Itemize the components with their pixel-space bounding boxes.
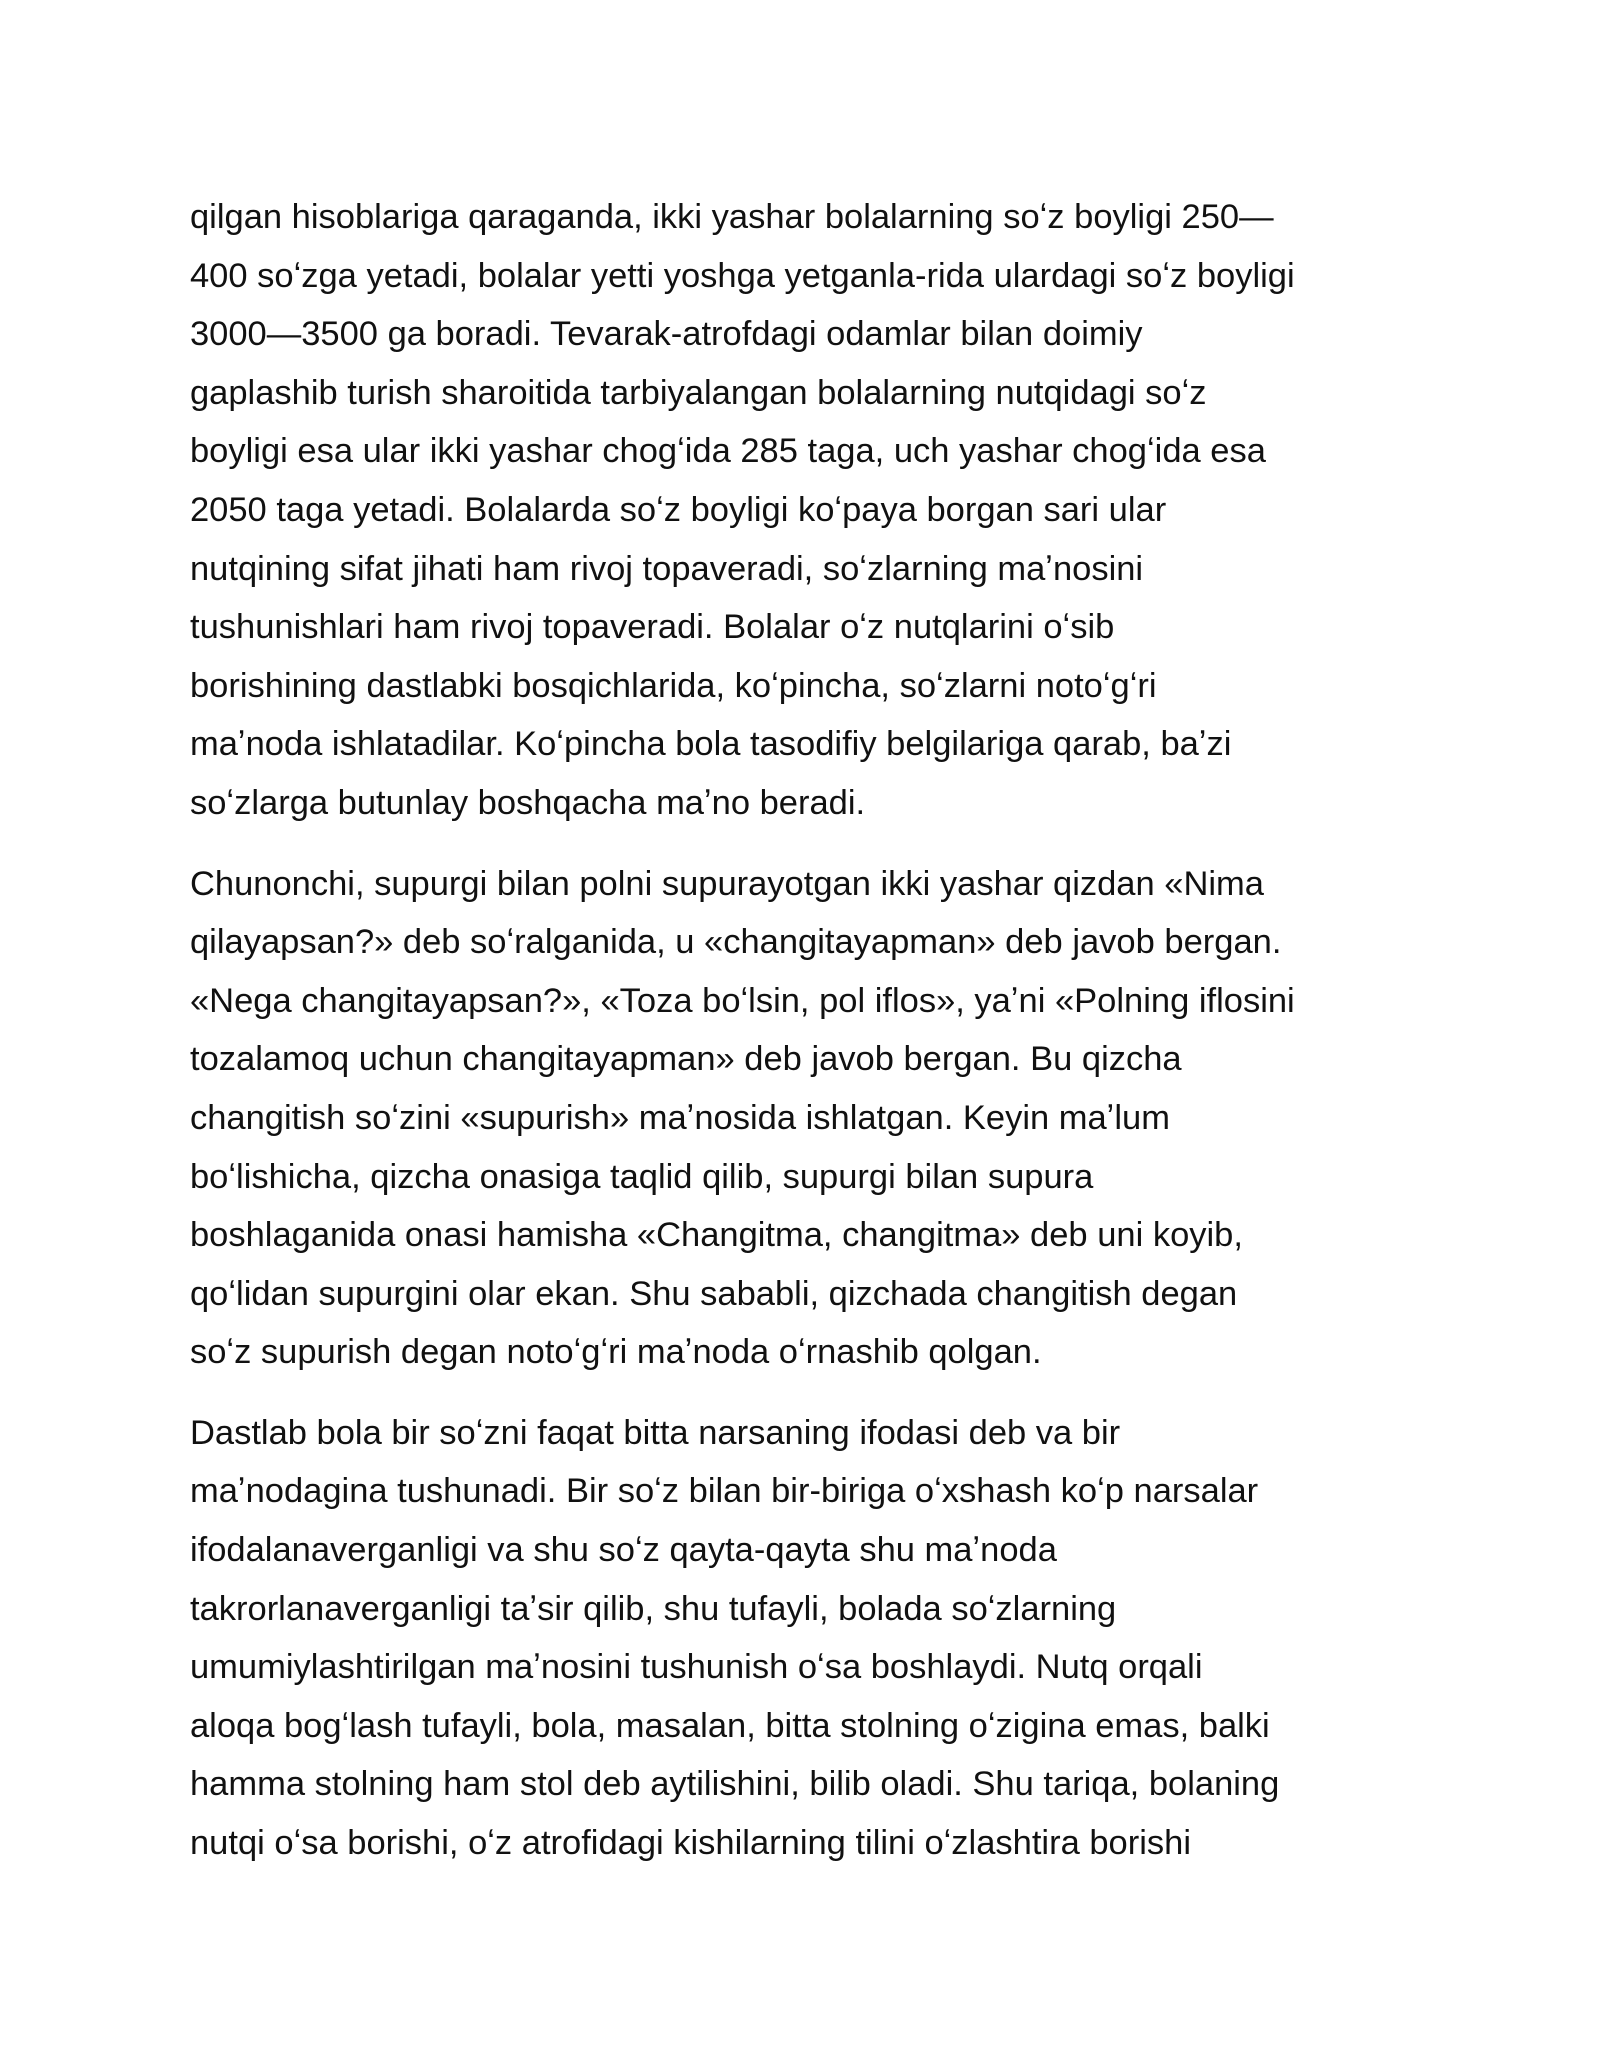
text-line: maʼnodagina tushunadi. Bir soʻz bilan bir-biriga oʻxshash koʻp narsalar <box>190 1472 1259 1511</box>
text-line: nutqining sifat jihati ham rivoj topaveradi, soʻzlarning maʼnosini <box>190 549 1144 588</box>
text-line: nutqi oʻsa borishi, oʻz atrofidagi kishilarning tilini oʻzlashtira borishi <box>190 1824 1191 1863</box>
text-line: boshlaganida onasi hamisha «Changitma, changitma» deb uni koyib, <box>190 1216 1243 1255</box>
text-line: aloqa bogʻlash tufayli, bola, masalan, bitta stolning oʻzigina emas, balki <box>190 1706 1270 1745</box>
paragraph-1 <box>190 188 1420 833</box>
text-line: boyligi esa ular ikki yashar chogʻida 285 taga, uch yashar chogʻida esa <box>190 432 1266 471</box>
text-line: changitish soʻzini «supurish» maʼnosida ishlatgan. Keyin maʼlum <box>190 1098 1170 1137</box>
text-line: maʼnoda ishlatadilar. Koʻpincha bola tasodifiy belgilariga qarab, baʼzi <box>190 725 1232 764</box>
text-line: gaplashib turish sharoitida tarbiyalangan bolalarning nutqidagi soʻz <box>190 373 1207 412</box>
text-line: soʻz supurish degan notoʻgʻri maʼnoda oʻrnashib qolgan. <box>190 1333 1042 1372</box>
text-line: borishining dastlabki bosqichlarida, koʻpincha, soʻzlarni notoʻgʻri <box>190 666 1157 705</box>
text-line: 3000—3500 ga boradi. Tevarak-atrofdagi odamlar bilan doimiy <box>190 315 1143 354</box>
text-line: 2050 taga yetadi. Bolalarda soʻz boyligi koʻpaya borgan sari ular <box>190 490 1167 529</box>
text-line: hamma stolning ham stol deb aytilishini, bilib oladi. Shu tariqa, bolaning <box>190 1765 1280 1804</box>
paragraph-2 <box>190 855 1420 1382</box>
text-line: boʻlishicha, qizcha onasiga taqlid qilib, supurgi bilan supura <box>190 1157 1094 1196</box>
text-line: takrorlanaverganligi taʼsir qilib, shu tufayli, bolada soʻzlarning <box>190 1589 1117 1628</box>
document-body <box>190 188 1420 1895</box>
text-line: qilayapsan?» deb soʻralganida, u «changitayapman» deb javob bergan. <box>190 923 1282 962</box>
text-line: «Nega changitayapsan?», «Toza boʻlsin, pol iflos», yaʼni «Polning iflosini <box>190 981 1295 1020</box>
text-line: soʻzlarga butunlay boshqacha maʼno beradi. <box>190 783 866 822</box>
text-line: tushunishlari ham rivoj topaveradi. Bolalar oʻz nutqlarini oʻsib <box>190 608 1115 647</box>
text-line: Chunonchi, supurgi bilan polni supurayotgan ikki yashar qizdan «Nima <box>190 864 1264 903</box>
text-line: ifodalanaverganligi va shu soʻz qayta-qayta shu maʼnoda <box>190 1531 1057 1570</box>
text-line: qoʻlidan supurgini olar ekan. Shu sababli, qizchada changitish degan <box>190 1274 1238 1313</box>
text-line: tozalamoq uchun changitayapman» deb javob bergan. Bu qizcha <box>190 1040 1182 1079</box>
text-line: qilgan hisoblariga qaraganda, ikki yashar bolalarning soʻz boyligi 250— <box>190 198 1274 236</box>
paragraph-3 <box>190 1404 1420 1873</box>
text-line: umumiylashtirilgan maʼnosini tushunish oʻsa boshlaydi. Nutq orqali <box>190 1648 1203 1687</box>
text-line: 400 soʻzga yetadi, bolalar yetti yoshga yetganla-rida ulardagi soʻz boyligi <box>190 256 1295 295</box>
text-line: Dastlab bola bir soʻzni faqat bitta narsaning ifodasi deb va bir <box>190 1413 1121 1452</box>
